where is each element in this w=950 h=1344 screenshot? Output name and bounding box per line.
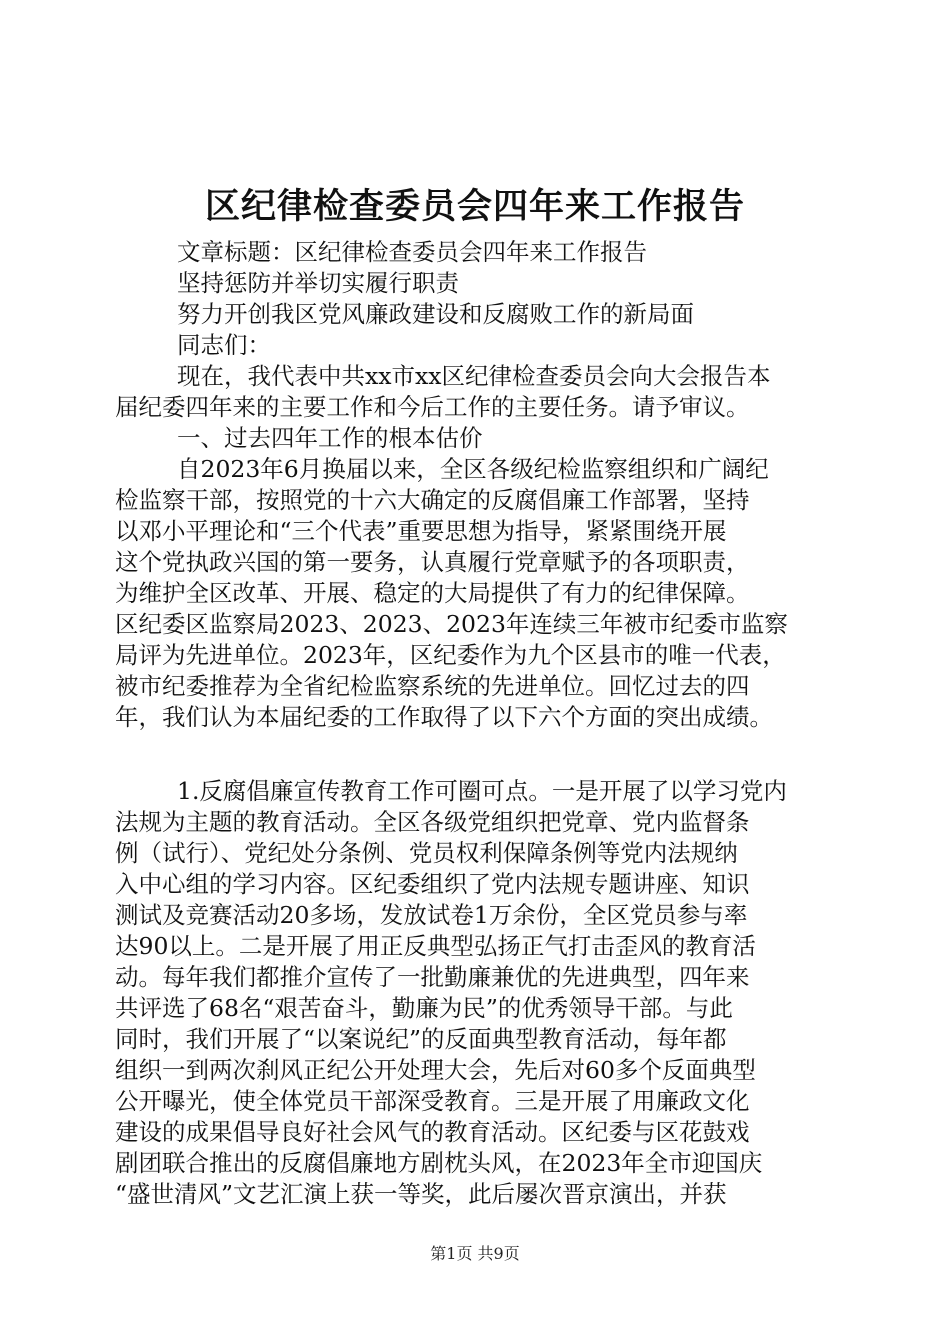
paragraph-2-line: 入中心组的学习内容。区纪委组织了党内法规专题讲座、知识 [115,870,750,898]
paragraph-1-line: 这个党执政兴国的第一要务，认真履行党章赋予的各项职责， [115,548,750,576]
subtitle-line-2: 努力开创我区党风廉政建设和反腐败工作的新局面 [177,300,694,328]
paragraph-2-line: 法规为主题的教育活动。全区各级党组织把党章、党内监督条 [115,808,750,836]
paragraph-spacer [115,733,835,776]
page-number-footer: 第1页 共9页 [430,1244,520,1263]
paragraph-2-line: 例（试行）、党纪处分条例、党员权利保障条例等党内法规纳 [115,839,738,867]
paragraph-2-line: 公开曝光，使全体党员干部深受教育。三是开展了用廉政文化 [115,1087,750,1115]
intro-line: 现在，我代表中共xx市xx区纪律检查委员会向大会报告本 [177,362,771,390]
section-heading: 一、过去四年工作的根本估价 [177,424,483,452]
paragraph-2-line: “盛世清风”文艺汇演上获一等奖，此后屡次晋京演出，并获 [115,1180,727,1208]
paragraph-2-line: 测试及竞赛活动20多场，发放试卷1万余份，全区党员参与率 [115,901,748,929]
paragraph-2-line: 动。每年我们都推介宣传了一批勤廉兼优的先进典型，四年来 [115,963,750,991]
paragraph-2-line: 建设的成果倡导良好社会风气的教育活动。区纪委与区花鼓戏 [115,1118,750,1146]
document-body [115,237,835,1210]
subtitle-line-1: 坚持惩防并举切实履行职责 [177,269,459,297]
paragraph-1-line: 局评为先进单位。2023年，区纪委作为九个区县市的唯一代表， [115,641,786,669]
paragraph-2-line: 达90以上。二是开展了用正反典型弘扬正气打击歪风的教育活 [115,932,756,960]
paragraph-1-line: 以邓小平理论和“三个代表”重要思想为指导，紧紧围绕开展 [115,517,727,545]
document-title: 区纪律检查委员会四年来工作报告 [204,186,745,227]
paragraph-1-line: 被市纪委推荐为全省纪检监察系统的先进单位。回忆过去的四 [115,672,750,700]
salutation: 同志们： [177,331,271,359]
paragraph-2-line: 同时，我们开展了“以案说纪”的反面典型教育活动，每年都 [115,1025,727,1053]
intro-line: 届纪委四年来的主要工作和今后工作的主要任务。请予审议。 [115,393,750,421]
paragraph-2-line: 共评选了68名“艰苦奋斗，勤廉为民”的优秀领导干部。与此 [115,994,733,1022]
paragraph-1-line: 自2023年6月换届以来，全区各级纪检监察组织和广阔纪 [177,455,769,483]
paragraph-1-line: 检监察干部，按照党的十六大确定的反腐倡廉工作部署，坚持 [115,486,750,514]
paragraph-1-line: 年，我们认为本届纪委的工作取得了以下六个方面的突出成绩。 [115,703,773,731]
article-title-line: 文章标题：区纪律检查委员会四年来工作报告 [177,238,647,266]
paragraph-2-line: 剧团联合推出的反腐倡廉地方剧枕头风，在2023年全市迎国庆 [115,1149,763,1177]
paragraph-1-line: 为维护全区改革、开展、稳定的大局提供了有力的纪律保障。 [115,579,750,607]
paragraph-2-line: 组织一到两次刹风正纪公开处理大会，先后对60多个反面典型 [115,1056,756,1084]
paragraph-1-line: 区纪委区监察局2023、2023、2023年连续三年被市纪委市监察 [115,610,788,638]
paragraph-2-line: 1.反腐倡廉宣传教育工作可圈可点。一是开展了以学习党内 [177,777,787,805]
